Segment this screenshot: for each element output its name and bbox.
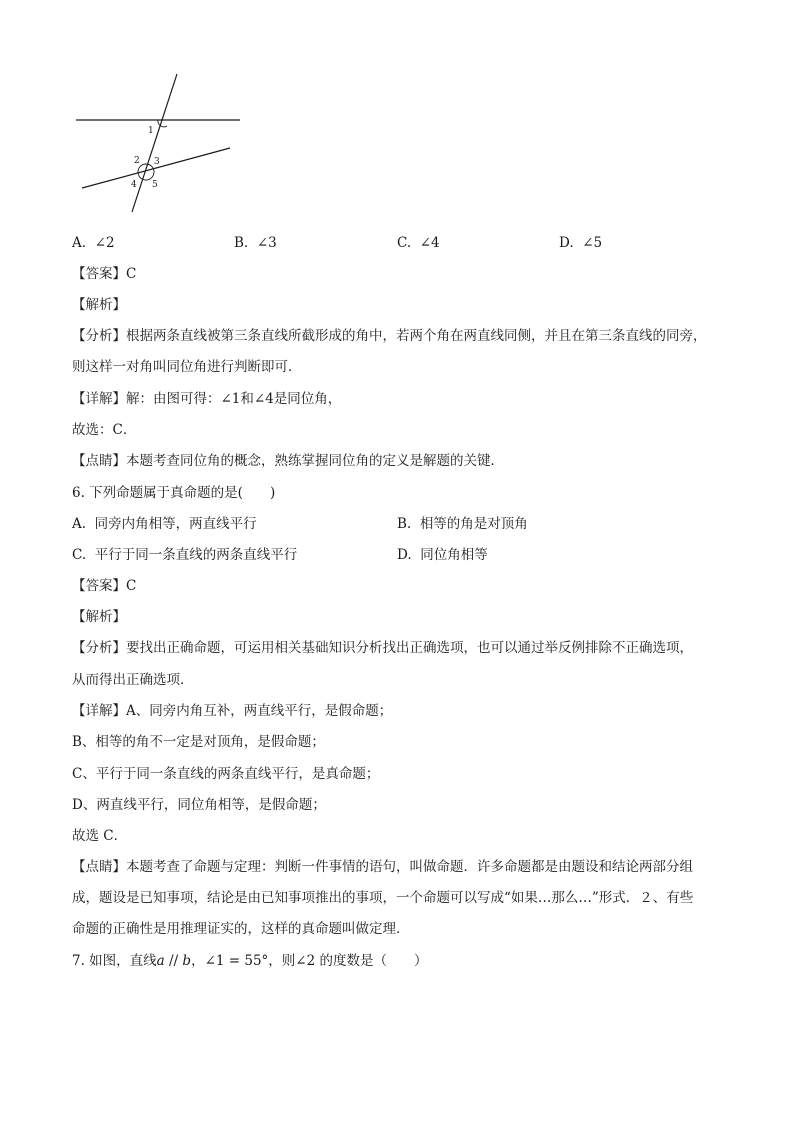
angle-figure (70, 70, 250, 220)
q5-xiangjie-text: 解：由图可得：∠1和∠4是同位角， (126, 391, 342, 407)
q5-option-c-letter: C. (397, 235, 412, 251)
q7-parallel-symbol: // (164, 953, 183, 969)
angle-label-5: 5 (152, 180, 158, 190)
q6-dianjing-label: 【点睛】 (72, 859, 126, 875)
q5-fenxi-line1 (72, 327, 707, 345)
angle-1-arc (158, 120, 167, 127)
q5-option-d (559, 234, 602, 252)
q5-option-a-letter: A. (72, 235, 87, 251)
q5-dianjing (72, 452, 504, 470)
q6-xiangjie-label: 【详解】 (72, 703, 126, 719)
q5-option-a (72, 234, 115, 252)
q5-answer-label: 【答案】 (72, 266, 126, 282)
angle-label-2: 2 (134, 156, 140, 166)
q6-option-b-letter: B. (397, 516, 412, 532)
q5-option-b-text: ∠3 (256, 235, 277, 251)
q6-analysis-label: 【解析】 (72, 609, 126, 625)
q6-answer-label: 【答案】 (72, 578, 126, 594)
q6-fenxi-line2: 从而得出正确选项． (72, 672, 194, 688)
angle-label-4: 4 (131, 180, 137, 190)
q6-dianjing-line3: 命题的正确性是用推理证实的，这样的真命题叫做定理． (72, 921, 410, 937)
q5-option-d-letter: D. (559, 235, 574, 251)
q7-line-a: a (156, 953, 165, 969)
q7-line-b: b (182, 953, 192, 969)
q6-option-d-text: 同位角相等 (420, 547, 488, 563)
q6-option-b (397, 515, 528, 533)
q5-answer (72, 265, 136, 283)
q6-conclusion: 故选 C． (72, 828, 128, 844)
angle-label-3: 3 (154, 157, 160, 167)
q5-option-d-text: ∠5 (582, 235, 603, 251)
q5-answer-value: C (126, 266, 137, 282)
q6-detail-line-c: C、平行于同一条直线的两条直线平行，是真命题； (72, 766, 380, 782)
q5-option-b-letter: B. (234, 235, 249, 251)
q6-option-a-text: 同旁内角相等，两直线平行 (94, 516, 257, 532)
q6-option-c-letter: C. (72, 547, 87, 563)
q7-angle-text: ，∠1 = 55°，则∠2 的度数是（ ） (191, 953, 428, 969)
q6-option-b-text: 相等的角是对顶角 (419, 516, 528, 532)
q5-option-c-text: ∠4 (419, 235, 440, 251)
q6-stem: 6. 下列命题属于真命题的是( ) (72, 485, 276, 501)
q5-dianjing-text: 本题考查同位角的概念，熟练掌握同位角的定义是解题的关键． (126, 453, 504, 469)
q6-dianjing-text: 本题考查了命题与定理：判断一件事情的语句，叫做命题．许多命题都是由题设和结论两部分组 (126, 859, 693, 875)
q5-option-b (234, 234, 277, 252)
q7-stem (72, 952, 428, 970)
q6-detail-line-b: B、相等的角不一定是对顶角，是假命题； (72, 734, 325, 750)
q6-answer (72, 577, 136, 595)
q7-stem-prefix: 7. 如图，直线 (72, 953, 157, 969)
q6-option-d-letter: D. (397, 547, 412, 563)
q6-option-a (72, 515, 257, 533)
q6-detail-line-d: D、两直线平行，同位角相等，是假命题； (72, 797, 326, 813)
q6-dianjing-line2: 成，题设是已知事项，结论是由已知事项推出的事项，一个命题可以写成“如果…那么…”形式．２、有些 (72, 890, 694, 906)
q6-answer-value: C (126, 578, 137, 594)
q6-option-c (72, 546, 297, 564)
q5-xiangjie-label: 【详解】 (72, 391, 126, 407)
transversal-line (132, 74, 177, 212)
q5-conclusion: 故选：C． (72, 422, 137, 438)
q6-option-a-letter: A. (72, 516, 87, 532)
q5-analysis-label: 【解析】 (72, 297, 126, 313)
q5-fenxi-label: 【分析】 (72, 328, 126, 344)
q5-fenxi-text: 根据两条直线被第三条直线所截形成的角中，若两个角在两直线同侧，并且在第三条直线的同旁， (126, 328, 707, 344)
q5-xiangjie (72, 390, 341, 408)
q5-option-a-text: ∠2 (94, 235, 115, 251)
angle-label-1: 1 (148, 126, 154, 136)
q5-dianjing-label: 【点睛】 (72, 453, 126, 469)
q6-detail-line-a: A、同旁内角互补，两直线平行，是假命题； (126, 703, 393, 719)
q6-fenxi-text: 要找出正确命题，可运用相关基础知识分析找出正确选项，也可以通过举反例排除不正确选项， (126, 640, 693, 656)
q6-dianjing-line1 (72, 858, 693, 876)
q5-option-c (397, 234, 440, 252)
q6-fenxi-label: 【分析】 (72, 640, 126, 656)
q6-fenxi-line1 (72, 639, 693, 657)
q6-option-c-text: 平行于同一条直线的两条直线平行 (94, 547, 298, 563)
q5-fenxi-line2: 则这样一对角叫同位角进行判断即可． (72, 359, 302, 375)
q6-xiangjie (72, 702, 392, 720)
q6-option-d (397, 546, 488, 564)
